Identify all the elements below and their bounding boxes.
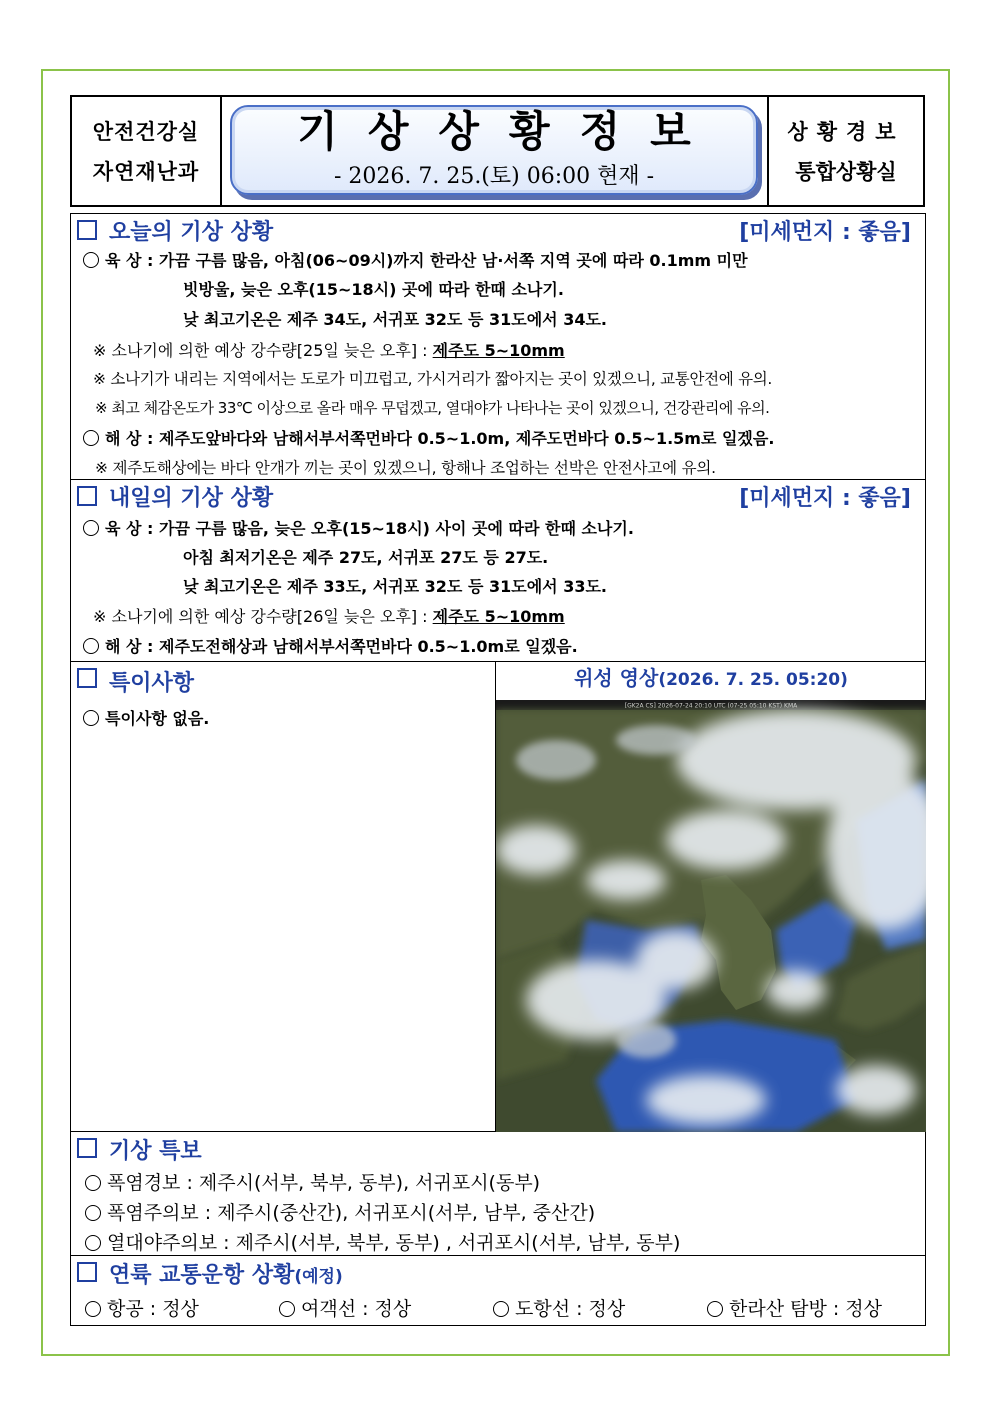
traffic-header — [71, 1256, 925, 1288]
traffic-item-text: 항공 : 정상 — [107, 1298, 199, 1320]
satellite-caption: [GK2A CS] 2026-07-24 20:10 UTC (07-25 05:10 KST) KMA — [624, 702, 798, 710]
tomorrow-note1-value: 제주도 5~10mm — [432, 607, 565, 626]
traffic-item — [85, 1294, 199, 1321]
office-box — [767, 97, 923, 205]
today-note2: ※ 소나기가 내리는 지역에서는 도로가 미끄럽고, 가시거리가 짧아지는 곳이 있겠으니, 교통안전에 유의. — [93, 370, 773, 388]
department-line1: 안전건강실 — [92, 120, 200, 144]
report-table — [70, 213, 926, 1326]
traffic-title-text: 연륙 교통운항 상황 — [109, 1263, 295, 1288]
checkbox-icon — [77, 668, 97, 688]
circle-bullet-icon — [83, 430, 99, 446]
checkbox-icon — [77, 220, 97, 240]
special-item — [83, 706, 209, 729]
warnings-header — [71, 1132, 925, 1164]
circle-bullet-icon — [493, 1301, 509, 1317]
today-sea-label: 해 상 : — [105, 429, 154, 448]
circle-bullet-icon — [279, 1301, 295, 1317]
today-title: 오늘의 기상 상황 — [109, 220, 274, 245]
tomorrow-land-line1 — [83, 516, 634, 539]
traffic-item-text: 여객선 : 정상 — [301, 1298, 412, 1320]
warning-item — [85, 1168, 540, 1195]
tomorrow-fine-dust: [미세먼지 : 좋음] — [739, 486, 911, 511]
checkbox-icon — [77, 1262, 97, 1282]
satellite-title — [496, 662, 926, 691]
today-sea-line — [83, 426, 774, 449]
warning-item-text: 폭염주의보 : 제주시(중산간), 서귀포시(서부, 남부, 중산간) — [107, 1202, 596, 1224]
tomorrow-section — [71, 480, 925, 662]
tomorrow-note1 — [93, 604, 565, 627]
checkbox-icon — [77, 486, 97, 506]
tomorrow-land-text1: 가끔 구름 많음, 늦은 오후(15~18시) 사이 곳에 따라 한때 소나기. — [159, 519, 634, 538]
today-sea-text: 제주도앞바다와 남해서부서쪽먼바다 0.5~1.0m, 제주도먼바다 0.5~1.5m로 일겠음. — [159, 429, 775, 448]
today-note1-label: ※ 소나기에 의한 예상 강수량[25일 늦은 오후] : — [93, 341, 428, 360]
tomorrow-sea-text: 제주도전해상과 남해서부서쪽먼바다 0.5~1.0m로 일겠음. — [159, 637, 578, 656]
circle-bullet-icon — [83, 520, 99, 536]
today-land-line3: 낮 최고기온은 제주 34도, 서귀포 32도 등 31도에서 34도. — [183, 310, 607, 329]
satellite-time: (2026. 7. 25. 05:20) — [658, 670, 848, 690]
department-box — [72, 97, 222, 205]
today-land-line2: 빗방울, 늦은 오후(15~18시) 곳에 따라 한때 소나기. — [183, 280, 564, 299]
traffic-item-text: 한라산 탐방 : 정상 — [729, 1298, 882, 1320]
warning-item — [85, 1198, 595, 1225]
traffic-item — [279, 1294, 411, 1321]
circle-bullet-icon — [707, 1301, 723, 1317]
warning-item-text: 폭염경보 : 제주시(서부, 북부, 동부), 서귀포시(동부) — [107, 1172, 541, 1194]
tomorrow-sea-label: 해 상 : — [105, 637, 154, 656]
circle-bullet-icon — [83, 252, 99, 268]
warning-item-text: 열대야주의보 : 제주시(서부, 북부, 동부) , 서귀포시(서부, 남부, 동부) — [107, 1232, 681, 1254]
today-note3: ※ 최고 체감온도가 33℃ 이상으로 올라 매우 무덥겠고, 열대야가 나타나는 곳이 있겠으니, 건강관리에 유의. — [95, 399, 770, 417]
warning-item — [85, 1228, 680, 1255]
circle-bullet-icon — [83, 710, 99, 726]
tomorrow-land-line2: 아침 최저기온은 제주 27도, 서귀포 27도 등 27도. — [183, 548, 549, 567]
traffic-item — [707, 1294, 882, 1321]
traffic-section — [71, 1256, 925, 1325]
circle-bullet-icon — [85, 1205, 101, 1221]
tomorrow-note1-label: ※ 소나기에 의한 예상 강수량[26일 늦은 오후] : — [93, 607, 428, 626]
special-title: 특이사항 — [109, 671, 195, 696]
circle-bullet-icon — [85, 1301, 101, 1317]
tomorrow-title: 내일의 기상 상황 — [109, 486, 274, 511]
warnings-section — [71, 1132, 925, 1256]
circle-bullet-icon — [83, 638, 99, 654]
warnings-title: 기상 특보 — [109, 1139, 202, 1164]
today-note1-value: 제주도 5~10mm — [432, 341, 565, 360]
office-line1: 상황경보 — [787, 120, 905, 144]
circle-bullet-icon — [85, 1175, 101, 1191]
title-box — [230, 105, 758, 195]
header — [70, 95, 925, 207]
today-fine-dust: [미세먼지 : 좋음] — [739, 220, 911, 245]
special-item-text: 특이사항 없음. — [105, 709, 210, 728]
tomorrow-land-label: 육 상 : — [105, 519, 154, 538]
tomorrow-header — [71, 480, 925, 512]
traffic-item-text: 도항선 : 정상 — [515, 1298, 626, 1320]
today-land-line1 — [83, 248, 748, 271]
office-line2: 통합상황실 — [795, 160, 897, 184]
circle-bullet-icon — [85, 1235, 101, 1251]
today-section — [71, 214, 925, 480]
traffic-item — [493, 1294, 625, 1321]
today-header — [71, 214, 925, 246]
page-title: 기상상황정보 — [297, 106, 721, 156]
department-line2: 자연재난과 — [92, 160, 200, 184]
traffic-title — [109, 1258, 343, 1289]
satellite-title-text: 위성 영상 — [574, 666, 659, 690]
today-land-label: 육 상 : — [105, 251, 154, 270]
today-note4: ※ 제주도해상에는 바다 안개가 끼는 곳이 있겠으니, 항해나 조업하는 선박은 안전사고에 유의. — [95, 459, 716, 477]
tomorrow-sea-line — [83, 634, 578, 657]
page-subtitle: - 2026. 7. 25.(토) 06:00 현재 - — [333, 163, 655, 189]
checkbox-icon — [77, 1138, 97, 1158]
special-header — [71, 662, 495, 694]
satellite-image — [496, 700, 926, 1132]
today-land-text1: 가끔 구름 많음, 아침(06~09시)까지 한라산 남·서쪽 지역 곳에 따라 0.1mm 미만 — [159, 251, 748, 270]
satellite-panel — [495, 662, 925, 1132]
traffic-title-suffix: (예정) — [294, 1267, 343, 1287]
tomorrow-land-line3: 낮 최고기온은 제주 33도, 서귀포 32도 등 31도에서 33도. — [183, 577, 607, 596]
today-note1 — [93, 338, 565, 361]
